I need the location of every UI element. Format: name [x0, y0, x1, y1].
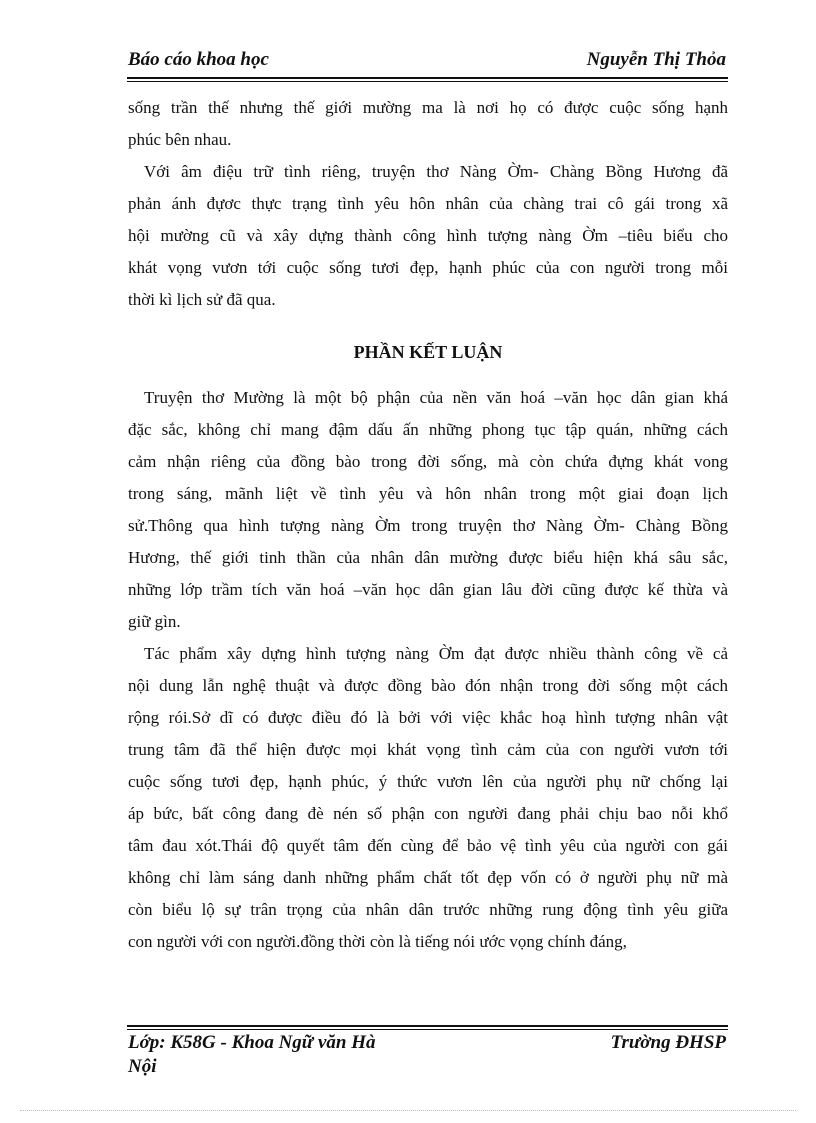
header-rule [127, 77, 728, 79]
footer-rule [127, 1025, 728, 1027]
text-line: khát vọng vươn tới cuộc sống tươi đẹp, hạnh phúc của con người trong mỗi [128, 258, 728, 277]
text-line: giữ gìn. [128, 612, 181, 631]
text-line: nội dung lẫn nghệ thuật và được đồng bào đón nhận trong đời sống một cách [128, 676, 728, 695]
paragraph-4 [128, 638, 728, 958]
footer-school: Trường ĐHSP [610, 1032, 726, 1053]
text-line: những lớp trầm tích văn hoá –văn học dân gian lâu đời cũng được kế thừa và [128, 580, 728, 599]
text-line: thời kì lịch sử đã qua. [128, 290, 276, 309]
text-line: áp bức, bất công đang đè nén số phận con người đang phải chịu bao nỗi khổ [128, 804, 728, 823]
header-rule-thin [127, 81, 728, 82]
text-line: phúc bên nhau. [128, 130, 232, 149]
text-line: đặc sắc, không chỉ mang đậm dấu ấn những phong tục tập quán, những cách [128, 420, 728, 439]
paragraph-2 [128, 156, 728, 316]
text-line: Hương, thế giới tinh thần của nhân dân mường được biểu hiện khá sâu sắc, [128, 548, 728, 567]
text-line: Tác phẩm xây dựng hình tượng nàng Ờm đạt được nhiều thành công về cả [144, 644, 728, 663]
footer-rule-thin [127, 1029, 728, 1030]
document-body [128, 92, 728, 958]
text-line: Với âm điệu trữ tình riêng, truyện thơ Nàng Ờm- Chàng Bồng Hương đã [144, 162, 728, 181]
text-line: trong sáng, mãnh liệt về tình yêu và hôn nhân trong một giai đoạn lịch [128, 484, 728, 503]
text-line: cảm nhận riêng của đồng bào trong đời sống, mà còn chứa đựng khát vong [128, 452, 728, 471]
text-line: tâm đau xót.Thái độ quyết tâm đến cùng để bảo vệ tình yêu của người con gái [128, 836, 728, 855]
text-line: con người với con người.đồng thời còn là tiếng nói ước vọng chính đáng, [128, 932, 627, 951]
text-line: không chỉ làm sáng danh những phẩm chất tốt đẹp vốn có ở người phụ nữ mà [128, 868, 728, 887]
section-heading: PHẦN KẾT LUẬN [353, 342, 503, 362]
text-line: còn biểu lộ sự trân trọng của nhân dân trước những rung động tình yêu giữa [128, 900, 728, 919]
header-author: Nguyễn Thị Thỏa [586, 49, 726, 70]
page-break-divider [20, 1110, 796, 1111]
text-line: rộng rói.Sở dĩ có được điều đó là bởi với việc khắc hoạ hình tượng nhân vật [128, 708, 728, 727]
text-line: sử.Thông qua hình tượng nàng Ờm trong truyện thơ Nàng Ờm- Chàng Bồng [128, 516, 728, 535]
text-line: sống trần thế nhưng thế giới mường ma là nơi họ có được cuộc sống hạnh [128, 98, 728, 117]
text-line: phản ánh đựơc thực trạng tình yêu hôn nhân của chàng trai cô gái trong xã [128, 194, 728, 213]
footer-class: Lớp: K58G - Khoa Ngữ văn Hà Nội [128, 1032, 376, 1077]
header-title: Báo cáo khoa học [128, 49, 269, 70]
page-header [128, 49, 726, 75]
paragraph-3 [128, 382, 728, 638]
text-line: trung tâm đã thể hiện được mọi khát vọng tình cảm của con người vươn tới [128, 740, 728, 759]
paragraph-1 [128, 92, 728, 156]
text-line: hội mường cũ và xây dựng thành công hình tượng nàng Ờm –tiêu biểu cho [128, 226, 728, 245]
text-line: Truyện thơ Mường là một bộ phận của nền văn hoá –văn học dân gian khá [144, 388, 728, 407]
text-line: cuộc sống tươi đẹp, hạnh phúc, ý thức vươn lên của người phụ nữ chống lại [128, 772, 728, 791]
